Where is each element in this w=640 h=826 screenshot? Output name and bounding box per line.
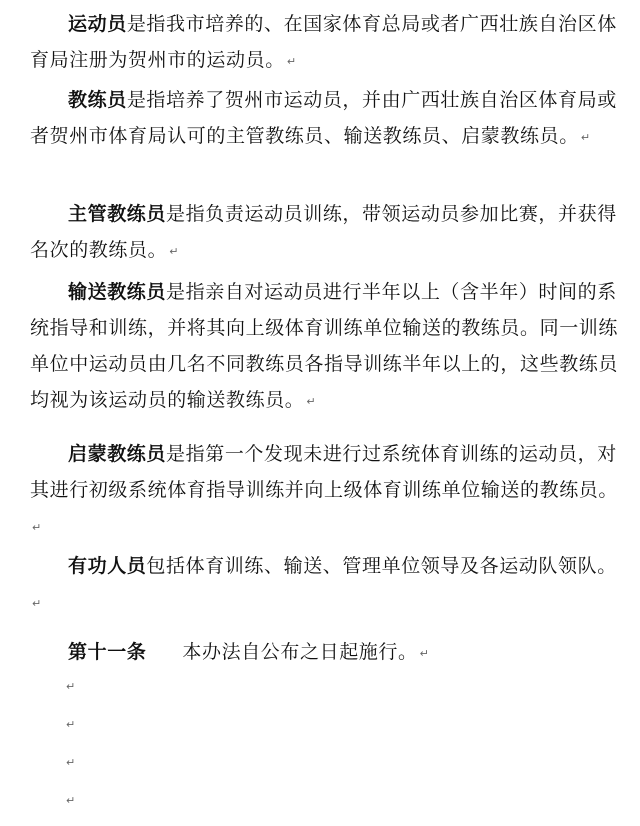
empty-paragraph-mark-icon: ↵ xyxy=(66,794,76,807)
empty-paragraph-mark-icon: ↵ xyxy=(66,718,76,731)
paragraph-coach xyxy=(30,82,618,156)
paragraph-athlete xyxy=(30,6,618,80)
term-athlete: 运动员 xyxy=(68,13,127,35)
definition-enlightenment-coach: 是指第一个发现未进行过系统体育训练的运动员，对其进行初级系统体育指导训练并向上级体育训练单位输送的教练员。 xyxy=(30,443,619,501)
term-coach: 教练员 xyxy=(68,89,127,111)
paragraph-mark-icon: ↵ xyxy=(32,597,42,610)
term-enlightenment-coach: 启蒙教练员 xyxy=(68,443,167,465)
article-eleven xyxy=(68,634,429,672)
paragraph-mark-icon: ↵ xyxy=(306,395,317,408)
definition-delivery-coach: 是指亲自对运动员进行半年以上（含半年）时间的系统指导和训练，并将其向上级体育训练单位输送的教练员。同一训练单位中运动员由几名不同教练员各指导训练半年以上的，这些教练员均视为该运动员的输送教练员。 xyxy=(30,281,619,411)
paragraph-enlightenment-coach xyxy=(30,436,618,546)
paragraph-mark-icon: ↵ xyxy=(169,245,180,258)
paragraph-mark-icon: ↵ xyxy=(580,131,591,144)
paragraph-mark-icon: ↵ xyxy=(32,521,42,534)
term-head-coach: 主管教练员 xyxy=(68,203,167,225)
article-number: 第十一条 xyxy=(68,641,147,663)
definition-meritorious-personnel: 包括体育训练、输送、管理单位领导及各运动队领队。 xyxy=(146,555,617,577)
article-text: 本办法自公布之日起施行。 xyxy=(182,641,418,663)
paragraph-mark-icon: ↵ xyxy=(419,647,430,660)
paragraph-head-coach xyxy=(30,196,618,270)
empty-paragraph-mark-icon: ↵ xyxy=(66,756,76,769)
definition-coach: 是指培养了贺州市运动员，并由广西壮族自治区体育局或者贺州市体育局认可的主管教练员、输送教练员、启蒙教练员。 xyxy=(30,89,617,147)
paragraph-delivery-coach xyxy=(30,274,618,420)
paragraph-meritorious-personnel xyxy=(30,548,618,622)
term-meritorious-personnel: 有功人员 xyxy=(68,555,147,577)
empty-paragraph-mark-icon: ↵ xyxy=(66,680,76,693)
definition-athlete: 是指我市培养的、在国家体育总局或者广西壮族自治区体育局注册为贺州市的运动员。 xyxy=(30,13,617,71)
term-delivery-coach: 输送教练员 xyxy=(68,281,167,303)
definition-head-coach: 是指负责运动员训练，带领运动员参加比赛，并获得名次的教练员。 xyxy=(30,203,617,261)
paragraph-mark-icon: ↵ xyxy=(286,55,297,68)
